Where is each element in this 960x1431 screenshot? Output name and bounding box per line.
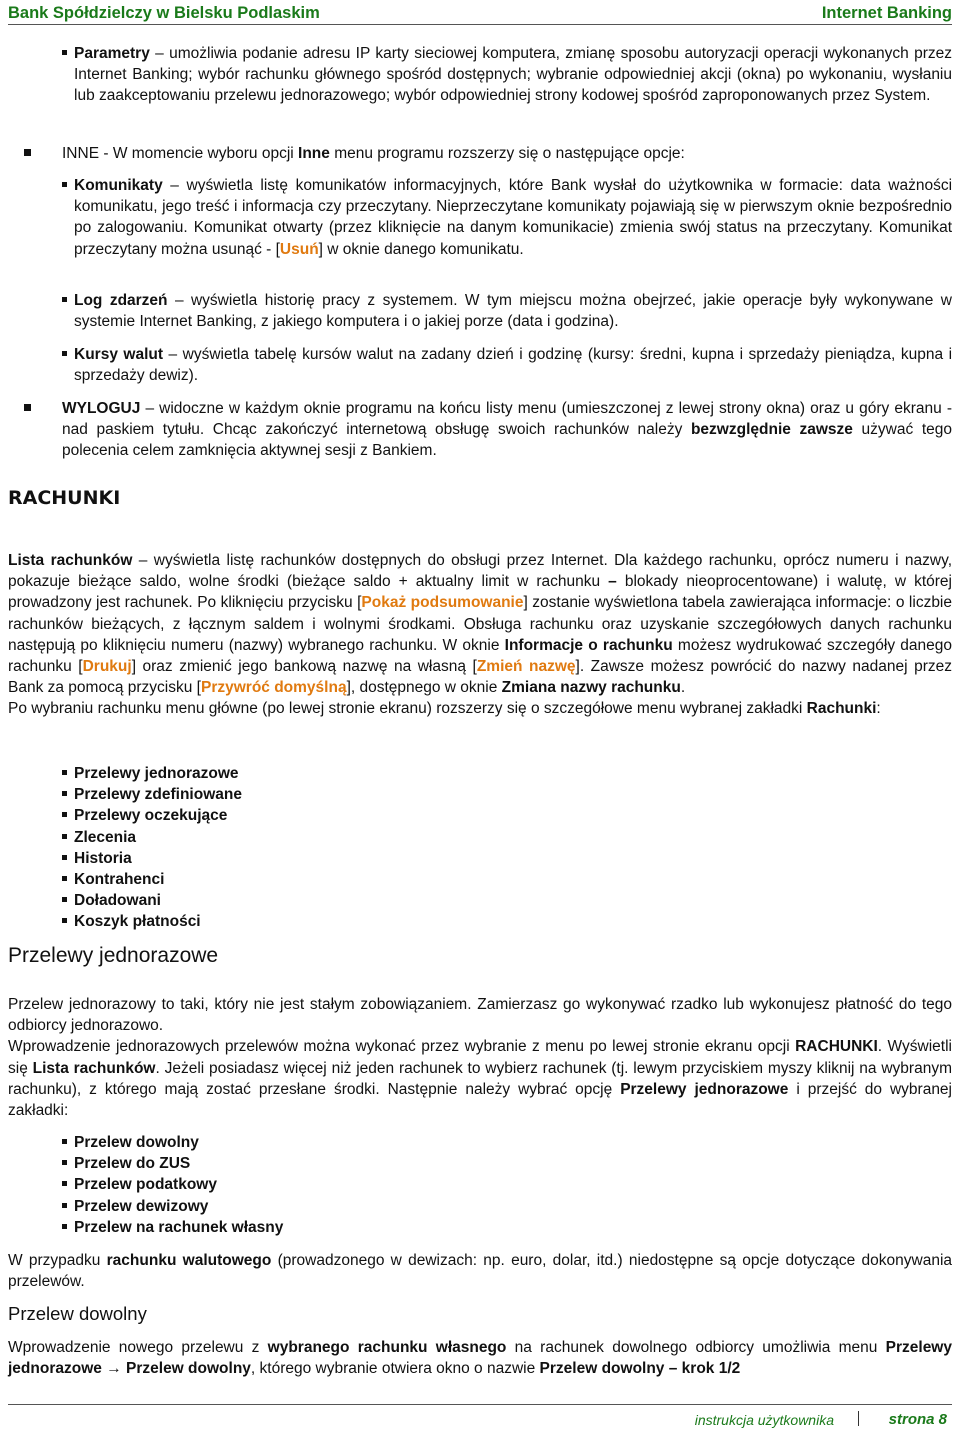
list-item bbox=[8, 784, 952, 805]
footer-signature: instrukcja użytkownika bbox=[694, 1412, 834, 1428]
dash: – bbox=[608, 573, 617, 591]
lista-rachunkow-label: Lista rachunków bbox=[32, 1059, 156, 1077]
wyloguj-text: widoczne w każdym oknie programu na końcu listy menu (umieszczonej z lewej strony okna) oraz u góry ekranu - nad paskiem tytułu. Chcąc zakończyć internetową obsługę swoich rachunków należy bbox=[62, 400, 952, 439]
page-header bbox=[8, 0, 952, 25]
list-item-label: Kontrahenci bbox=[74, 871, 165, 889]
bullet-icon bbox=[62, 791, 67, 796]
okno-nazwa-label: Przelew dowolny – krok 1/2 bbox=[539, 1360, 741, 1378]
drukuj-ref: Drukuj bbox=[82, 658, 132, 676]
walutowy-text-1: W przypadku bbox=[8, 1252, 107, 1269]
log-item bbox=[8, 290, 952, 332]
list-item bbox=[8, 1132, 952, 1153]
pokaz-podsumowanie-ref: Pokaż podsumowanie bbox=[361, 594, 524, 612]
przelewy-paragraph bbox=[8, 994, 952, 1121]
list-item bbox=[8, 1153, 952, 1174]
bullet-icon bbox=[62, 918, 67, 923]
rachunki-tab-label: Rachunki bbox=[806, 700, 877, 718]
list-item bbox=[8, 869, 952, 890]
list-item-label: Historia bbox=[74, 849, 132, 867]
bullet-icon bbox=[62, 812, 67, 817]
rachunki-text-1: wyświetla listę rachunków dostępnych do obsługi przez Internet. Dla każdego rachunku, oprócz numeru i nazwy, pokazuje bieżące saldo, wolne środki (bieżące saldo + aktualny limit w rachunku bbox=[8, 552, 952, 591]
bullet-icon bbox=[62, 1203, 67, 1208]
kursy-title: Kursy walut bbox=[74, 346, 164, 363]
przelewy-heading: Przelewy jednorazowe bbox=[8, 944, 219, 967]
kursy-item bbox=[8, 344, 952, 386]
bullet-icon bbox=[62, 897, 67, 902]
list-item bbox=[8, 763, 952, 784]
bank-name: Bank Spółdzielczy w Bielsku Podlaskim bbox=[8, 4, 320, 22]
colon: : bbox=[876, 700, 881, 718]
parametry-text: umożliwia podanie adresu IP karty sieciowej komputera, zmianę sposobu autoryzacji operacji wykonanych przez Internet Banking; wybór rachunku głównego spośród dostępnych; wybranie odpowiedniej akcji (okna) po wykonaniu, wysłaniu lub zaakceptowaniu przelewu jednorazowego; wybór odpowiedniej strony kodowej spośród zaproponowanych przez System. bbox=[74, 45, 953, 105]
przelewy-text-4: . Jeżeli posiadasz więcej niż jeden rachunek to wybierz rachunek (tj. lewym przyciskiem myszy kliknij na wybranym rachunku), z którego mają zostać przesłane środki. Następnie należy wybrać opcję bbox=[8, 1059, 952, 1098]
inne-title: INNE bbox=[62, 145, 100, 162]
list-item-label: Przelewy jednorazowe bbox=[74, 765, 239, 782]
komunikaty-item bbox=[8, 175, 952, 260]
list-item-label: Przelewy oczekujące bbox=[74, 807, 228, 825]
list-item-label: Przelew do ZUS bbox=[74, 1155, 191, 1173]
inne-text: - W momencie wyboru opcji bbox=[99, 145, 299, 162]
rachunki-text-2: blokady nieoprocentowane) i walutę, w której prowadzony jest rachunek. Po kliknięciu przycisku [ bbox=[8, 573, 952, 612]
komunikaty-title: Komunikaty bbox=[74, 177, 163, 194]
bullet-icon bbox=[62, 351, 67, 356]
dash: – bbox=[167, 292, 191, 309]
dowolny-text-2: na rachunek dowolnego odbiorcy umożliwia menu bbox=[506, 1339, 886, 1356]
rachunki-menu-list bbox=[8, 763, 952, 933]
list-item bbox=[8, 805, 952, 826]
inne-option: Inne bbox=[298, 145, 330, 162]
dash: – bbox=[132, 552, 154, 569]
dash: – bbox=[162, 177, 187, 194]
wyloguj-title: WYLOGUJ bbox=[62, 400, 141, 417]
rachunki-text-3: ] zostanie wyświetlona tabela zawierająca informacje: o liczbie rachunków bieżących, z łącznym saldem i wolnymi środkami. Obsługa rachunku oraz uzyskanie szczegółowych danych rachunku następują po kliknięciu numeru (nazwy) wybranego rachunku. W oknie bbox=[8, 594, 952, 654]
parametry-item bbox=[8, 43, 952, 107]
lista-rachunkow-label: Lista rachunków bbox=[8, 552, 133, 569]
przelewy-text-5: i przejść do wybranej zakładki: bbox=[8, 1080, 953, 1120]
rachunki-paragraph bbox=[8, 550, 952, 720]
przelewy-text-1: Przelew jednorazowy to taki, który nie jest stałym zobowiązaniem. Zamierzasz go wykonywać rzadko lub wykonujesz płatność do tego odbiorcy jednorazowo. bbox=[8, 996, 952, 1035]
page-footer bbox=[8, 1404, 952, 1427]
komunikaty-text: wyświetla listę komunikatów informacyjnych, które Bank wysłał do użytkownika w formacie: data ważności komunikatu, jego treść i informacja czy przeczytany. Nieprzeczytane komunikaty pojawiają się w pierwszym oknie bezpośrednio po zalogowaniu. Komunikat otwarty (przez kliknięcie na danym komunikacie) zmienia swój status na przeczytany. Komunikat przeczytany można usunąć - [ bbox=[74, 177, 953, 258]
list-item-label: Zlecenia bbox=[74, 828, 137, 846]
dash: – bbox=[140, 400, 160, 417]
list-item-label: Przelew dowolny bbox=[74, 1134, 199, 1151]
log-text: wyświetla historię pracy z systemem. W tym miejscu można obejrzeć, jakie operacje były wykonywane w systemie Internet Banking, z jakiego komputera i o jakiej porze (data i godzina). bbox=[74, 292, 953, 331]
rachunki-heading: RACHUNKI bbox=[8, 487, 121, 509]
list-item bbox=[8, 890, 952, 911]
list-item-label: Koszyk płatności bbox=[74, 913, 201, 931]
list-item bbox=[8, 848, 952, 869]
komunikaty-text-2: ] w oknie danego komunikatu. bbox=[318, 240, 524, 258]
list-item bbox=[8, 1217, 952, 1238]
przelewy-jednorazowe-label: Przelewy jednorazowe bbox=[620, 1080, 789, 1098]
wyloguj-emphasis: bezwzględnie zawsze bbox=[690, 421, 853, 439]
footer-separator bbox=[858, 1411, 859, 1426]
rachunki-text-9: Po wybraniu rachunku menu główne (po lewej stronie ekranu) rozszerzy się o szczegółowe menu wybranej zakładki bbox=[8, 700, 807, 718]
menu-przelew-dowolny: Przelew dowolny bbox=[126, 1360, 251, 1378]
bullet-icon bbox=[62, 1160, 67, 1165]
walutowy-text-2: (prowadzonego w dewizach: np. euro, dolar, itd.) niedostępne są opcje dotyczące dokonywania przelewów. bbox=[8, 1252, 953, 1291]
usun-button-ref: Usuń bbox=[279, 240, 319, 258]
dowolny-text-1: Wprowadzenie nowego przelewu z bbox=[8, 1339, 268, 1356]
przywroc-domyslna-ref: Przywróć domyślną bbox=[200, 679, 347, 697]
dash: – bbox=[149, 45, 170, 62]
rachunki-text-7: ], dostępnego w oknie bbox=[346, 679, 502, 697]
przelewy-text-3: . Wyświetli się bbox=[8, 1038, 952, 1077]
dash: – bbox=[163, 346, 183, 363]
list-item bbox=[8, 911, 952, 932]
walutowy-paragraph bbox=[8, 1250, 952, 1292]
informacje-o-rachunku-label: Informacje o rachunku bbox=[504, 636, 673, 654]
bullet-icon bbox=[62, 1139, 67, 1144]
inne-text-2: menu programu rozszerzy się o następujące opcje: bbox=[329, 145, 685, 162]
przelew-dowolny-heading: Przelew dowolny bbox=[8, 1303, 147, 1324]
dowolny-text-3: , którego wybranie otwiera okno o nazwie bbox=[250, 1360, 540, 1378]
bullet-icon bbox=[62, 855, 67, 860]
rachunki-label: RACHUNKI bbox=[795, 1038, 878, 1056]
page-number: strona 8 bbox=[888, 1411, 947, 1428]
log-title: Log zdarzeń bbox=[74, 292, 168, 309]
bullet-icon bbox=[62, 297, 67, 302]
list-item-label: Przelew dewizowy bbox=[74, 1197, 209, 1215]
bullet-icon bbox=[62, 1224, 67, 1229]
inne-item bbox=[8, 143, 952, 164]
list-item-label: Doładowani bbox=[74, 892, 161, 910]
wyloguj-item bbox=[8, 398, 952, 462]
list-item bbox=[8, 1174, 952, 1195]
przelew-dowolny-paragraph bbox=[8, 1337, 952, 1379]
bullet-icon bbox=[62, 834, 67, 839]
period: . bbox=[680, 679, 686, 697]
przelewy-tabs-list bbox=[8, 1132, 952, 1238]
zmiana-nazwy-label: Zmiana nazwy rachunku bbox=[501, 679, 681, 697]
kursy-text: wyświetla tabelę kursów walut na zadany dzień i godzinę (kursy: średni, kupna i sprzedaży pieniądza, kupna i sprzedaży dewiz). bbox=[74, 346, 953, 385]
list-item bbox=[8, 827, 952, 848]
list-item-label: Przelew na rachunek własny bbox=[74, 1218, 284, 1236]
menu-przelewy-jednorazowe: Przelewy jednorazowe bbox=[8, 1339, 952, 1378]
list-item-label: Przelew podatkowy bbox=[74, 1176, 217, 1194]
wybrany-rachunek-label: wybranego rachunku własnego bbox=[267, 1339, 507, 1356]
bullet-icon bbox=[62, 770, 67, 775]
list-item-label: Przelewy zdefiniowane bbox=[74, 786, 242, 804]
rachunki-text-6: ]. Zawsze możesz powrócić do nazwy nadanej przez Bank za pomocą przycisku [ bbox=[8, 658, 952, 697]
list-item bbox=[8, 1196, 952, 1217]
parametry-title: Parametry bbox=[74, 45, 150, 62]
app-name: Internet Banking bbox=[821, 4, 952, 22]
bullet-icon bbox=[62, 1181, 67, 1186]
arrow-right-icon: → bbox=[101, 1360, 127, 1378]
przelewy-text-2: Wprowadzenie jednorazowych przelewów można wykonać przez wybranie z menu po lewej stronie ekranu opcji bbox=[8, 1038, 796, 1056]
bullet-icon bbox=[24, 404, 31, 411]
zmien-nazwe-ref: Zmień nazwę bbox=[476, 658, 576, 676]
rachunek-walutowy-label: rachunku walutowego bbox=[106, 1252, 272, 1269]
wyloguj-text-2: używać tego polecenia celem zamknięcia aktywnej sesji z Bankiem. bbox=[62, 421, 952, 460]
bullet-icon bbox=[62, 50, 67, 55]
bullet-icon bbox=[62, 876, 67, 881]
bullet-icon bbox=[62, 182, 67, 187]
bullet-icon bbox=[24, 149, 31, 156]
rachunki-text-4: możesz wydrukować szczegóły danego rachunku [ bbox=[8, 636, 953, 676]
rachunki-text-5: ] oraz zmienić jego bankową nazwę na własną [ bbox=[131, 658, 477, 676]
